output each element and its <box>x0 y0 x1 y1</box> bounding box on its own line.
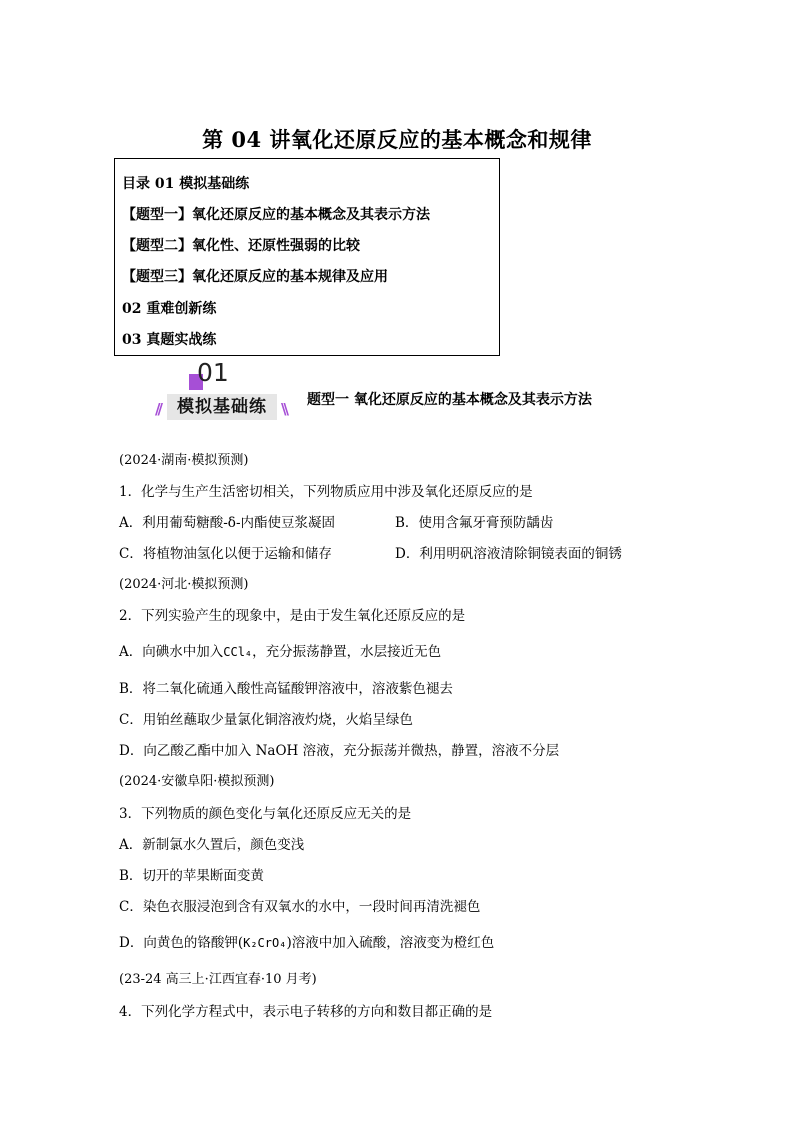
toc-item: 【题型二】氧化性、还原性强弱的比较 <box>122 238 360 254</box>
question-stem: 4．下列化学方程式中，表示电子转移的方向和数目都正确的是 <box>119 1004 493 1020</box>
option-d <box>119 931 494 951</box>
option-c: C．将植物油氢化以便于运输和储存 <box>119 546 332 562</box>
option-c: C．用铂丝蘸取少量氯化铜溶液灼烧，火焰呈绿色 <box>119 712 413 728</box>
question-stem: 3．下列物质的颜色变化与氧化还原反应无关的是 <box>119 806 412 822</box>
banner-label: 模拟基础练 <box>167 394 277 420</box>
section-banner <box>150 358 300 422</box>
toc-item: 03 真题实战练 <box>122 332 217 348</box>
question-source: (2024·河北·模拟预测) <box>119 577 249 592</box>
slash-decoration-right: \\ <box>281 400 286 418</box>
chemical-formula: CCl₄ <box>223 645 253 659</box>
option-b: B．切开的苹果断面变黄 <box>119 868 264 884</box>
question-source: (2024·湖南·模拟预测) <box>119 453 249 468</box>
chemical-formula: K₂CrO₄ <box>243 936 287 950</box>
table-of-contents <box>114 158 500 356</box>
question-stem: 2．下列实验产生的现象中，是由于发生氧化还原反应的是 <box>119 608 466 624</box>
option-c: C．染色衣服浸泡到含有双氧水的水中，一段时间再清洗褪色 <box>119 899 481 915</box>
option-text: ，充分振荡静置，水层接近无色 <box>252 644 442 660</box>
page-title: 第 04 讲氧化还原反应的基本概念和规律 <box>202 127 592 152</box>
option-a: A．利用葡萄糖酸-δ-内酯使豆浆凝固 <box>119 515 335 531</box>
option-d: D．利用明矾溶液清除铜镜表面的铜锈 <box>395 546 622 562</box>
option-text: A．向碘水中加入 <box>119 644 224 660</box>
slash-decoration-left: // <box>155 400 160 418</box>
option-text: D．向黄色的铬酸钾( <box>119 935 244 951</box>
option-a <box>119 640 441 660</box>
option-d: D．向乙酸乙酯中加入 NaOH 溶液，充分振荡并微热，静置，溶液不分层 <box>119 743 560 759</box>
option-b: B．将二氧化硫通入酸性高锰酸钾溶液中，溶液紫色褪去 <box>119 681 453 697</box>
question-source: (23-24 高三上·江西宜春·10 月考) <box>119 972 317 987</box>
toc-item: 【题型一】氧化还原反应的基本概念及其表示方法 <box>122 207 430 223</box>
option-a: A．新制氯水久置后，颜色变浅 <box>119 837 305 853</box>
banner-number: 01 <box>197 358 229 387</box>
option-b: B．使用含氟牙膏预防龋齿 <box>395 515 554 531</box>
toc-item: 目录 01 模拟基础练 <box>122 176 250 192</box>
toc-item: 【题型三】氧化还原反应的基本规律及应用 <box>122 269 388 285</box>
question-source: (2024·安徽阜阳·模拟预测) <box>119 774 275 789</box>
question-stem: 1．化学与生产生活密切相关，下列物质应用中涉及氧化还原反应的是 <box>119 484 533 500</box>
section-heading: 题型一 氧化还原反应的基本概念及其表示方法 <box>307 392 592 408</box>
toc-item: 02 重难创新练 <box>122 301 217 317</box>
option-text: )溶液中加入硫酸，溶液变为橙红色 <box>286 935 495 951</box>
